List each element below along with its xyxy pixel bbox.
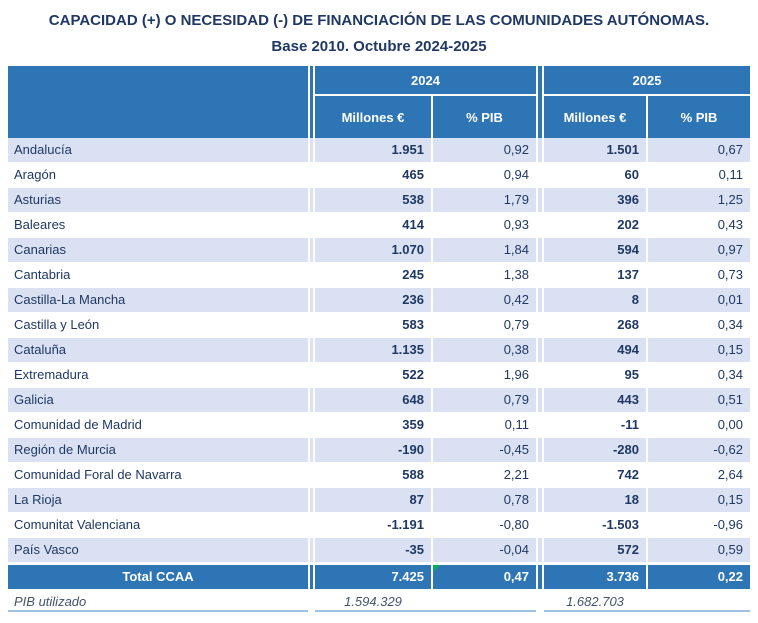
pib-utilizado-label: PIB utilizado xyxy=(8,591,308,612)
pib-2025-value: 0,43 xyxy=(646,213,750,237)
millones-2024-value: 87 xyxy=(409,492,424,507)
pib-2025-value: 0,73 xyxy=(646,263,750,287)
pib-2025-value: 0,34 xyxy=(646,363,750,387)
millones-2025-value: 8 xyxy=(631,292,639,307)
table-row xyxy=(8,413,750,438)
column-separator xyxy=(536,163,544,187)
millones-2024-value: 245 xyxy=(402,267,424,282)
column-separator xyxy=(308,213,315,237)
column-separator xyxy=(308,313,315,337)
column-separator xyxy=(536,213,544,237)
table-row xyxy=(8,388,750,413)
header-year-2024: 2024 xyxy=(315,66,536,96)
header-year-2025: 2025 xyxy=(544,66,750,96)
total-row xyxy=(8,563,750,591)
pib-2024-value: 0,93 xyxy=(431,213,536,237)
table-row xyxy=(8,188,750,213)
millones-2025-value: 268 xyxy=(617,317,639,332)
pib-2025-value: 0,34 xyxy=(646,313,750,337)
pib-2024-value: 0,78 xyxy=(431,488,536,512)
millones-2024-value: 538 xyxy=(402,192,424,207)
column-separator xyxy=(536,463,544,487)
column-separator xyxy=(308,66,315,138)
pib-utilizado-2025-spacer xyxy=(646,591,750,612)
region-name: Andalucía xyxy=(14,142,72,157)
table-row xyxy=(8,488,750,513)
region-name: Castilla y León xyxy=(14,317,100,332)
column-separator xyxy=(536,591,544,612)
region-name: Extremadura xyxy=(14,367,89,382)
total-pib-2024 xyxy=(431,565,536,589)
pib-2024-value: 1,79 xyxy=(431,188,536,212)
column-separator xyxy=(308,263,315,287)
pib-2025-value: 0,97 xyxy=(646,238,750,262)
millones-2024-value: 1.951 xyxy=(391,142,424,157)
pib-2025-value: 0,11 xyxy=(646,163,750,187)
column-separator xyxy=(308,438,315,462)
region-name: Comunitat Valenciana xyxy=(14,517,141,532)
table-row xyxy=(8,463,750,488)
pib-2024-value: 0,94 xyxy=(431,163,536,187)
table-row xyxy=(8,288,750,313)
millones-2025-value: 60 xyxy=(624,167,639,182)
pib-2024-value: 2,21 xyxy=(431,463,536,487)
column-separator xyxy=(308,565,315,589)
pib-2024-value: 0,42 xyxy=(431,288,536,312)
region-name: Comunidad Foral de Navarra xyxy=(14,467,182,482)
pib-2024-value: -0,45 xyxy=(431,438,536,462)
millones-2024-value: 522 xyxy=(402,367,424,382)
region-name: País Vasco xyxy=(14,542,79,557)
millones-2025-value: 396 xyxy=(617,192,639,207)
pib-utilizado-2024: 1.594.329 xyxy=(315,591,431,612)
table-row xyxy=(8,338,750,363)
column-separator xyxy=(308,513,315,537)
column-separator xyxy=(308,138,315,162)
table-row xyxy=(8,213,750,238)
region-name: Región de Murcia xyxy=(14,442,116,457)
column-separator xyxy=(308,338,315,362)
header-region-cell xyxy=(8,66,308,138)
total-pib-2025: 0,22 xyxy=(646,565,750,589)
column-separator xyxy=(308,288,315,312)
region-name: La Rioja xyxy=(14,492,62,507)
table-row xyxy=(8,263,750,288)
region-name: Galicia xyxy=(14,392,54,407)
column-separator xyxy=(536,288,544,312)
millones-2025-value: 202 xyxy=(617,217,639,232)
table-row xyxy=(8,313,750,338)
millones-2024-value: -35 xyxy=(405,542,424,557)
column-separator xyxy=(308,163,315,187)
column-separator xyxy=(536,413,544,437)
pib-2024-value: 1,38 xyxy=(431,263,536,287)
region-name: Cantabria xyxy=(14,267,71,282)
pib-utilizado-row xyxy=(8,591,750,612)
column-separator xyxy=(308,591,315,612)
region-name: Aragón xyxy=(14,167,56,182)
title-line-1: CAPACIDAD (+) O NECESIDAD (-) DE FINANCIACIÓN DE LAS COMUNIDADES AUTÓNOMAS. xyxy=(48,12,710,29)
millones-2025-value: 594 xyxy=(617,242,639,257)
column-separator xyxy=(308,463,315,487)
column-separator xyxy=(536,513,544,537)
column-separator xyxy=(536,565,544,589)
table-row xyxy=(8,363,750,388)
column-separator xyxy=(308,388,315,412)
millones-2025-value: -1.503 xyxy=(602,517,639,532)
title-line-2: Base 2010. Octubre 2024-2025 xyxy=(271,38,487,55)
region-name: Comunidad de Madrid xyxy=(14,417,142,432)
pib-2025-value: 0,00 xyxy=(646,413,750,437)
pib-2025-value: 0,01 xyxy=(646,288,750,312)
column-separator xyxy=(536,438,544,462)
pib-2024-value: 1,84 xyxy=(431,238,536,262)
table-row xyxy=(8,513,750,538)
pib-2024-value: -0,80 xyxy=(431,513,536,537)
table-header xyxy=(8,66,750,138)
region-name: Canarias xyxy=(14,242,67,257)
column-separator xyxy=(536,138,544,162)
total-millones-2025: 3.736 xyxy=(606,569,639,584)
pib-2024-value: 0,79 xyxy=(431,388,536,412)
region-name: Cataluña xyxy=(14,342,67,357)
millones-2024-value: 465 xyxy=(402,167,424,182)
green-flag-icon xyxy=(433,565,440,572)
millones-2025-value: 137 xyxy=(617,267,639,282)
column-separator xyxy=(308,188,315,212)
page-title xyxy=(0,8,758,60)
header-millones-2025: Millones € xyxy=(544,96,646,138)
column-separator xyxy=(536,238,544,262)
total-pib-2024-value: 0,47 xyxy=(503,569,529,584)
column-separator xyxy=(536,188,544,212)
column-separator xyxy=(308,538,315,562)
pib-utilizado-2024-spacer xyxy=(431,591,536,612)
column-separator xyxy=(536,388,544,412)
millones-2024-value: 236 xyxy=(402,292,424,307)
column-separator xyxy=(536,313,544,337)
millones-2024-value: -190 xyxy=(397,442,424,457)
millones-2025-value: 572 xyxy=(617,542,639,557)
total-label: Total CCAA xyxy=(122,569,194,584)
pib-2025-value: 2,64 xyxy=(646,463,750,487)
millones-2024-value: 588 xyxy=(402,467,424,482)
millones-2024-value: 1.070 xyxy=(391,242,424,257)
header-pib-2024: % PIB xyxy=(431,96,536,138)
header-millones-2024: Millones € xyxy=(315,96,431,138)
pib-2025-value: 0,67 xyxy=(646,138,750,162)
table-row xyxy=(8,138,750,163)
pib-2024-value: 0,92 xyxy=(431,138,536,162)
region-name: Asturias xyxy=(14,192,61,207)
millones-2024-value: 359 xyxy=(402,417,424,432)
header-pib-2025: % PIB xyxy=(646,96,750,138)
pib-2025-value: 0,15 xyxy=(646,488,750,512)
millones-2025-value: 742 xyxy=(617,467,639,482)
pib-2025-value: 1,25 xyxy=(646,188,750,212)
table-row xyxy=(8,238,750,263)
pib-2025-value: 0,59 xyxy=(646,538,750,562)
column-separator xyxy=(536,263,544,287)
millones-2025-value: 1.501 xyxy=(606,142,639,157)
millones-2024-value: 583 xyxy=(402,317,424,332)
column-separator xyxy=(308,363,315,387)
table-row xyxy=(8,163,750,188)
column-separator xyxy=(308,238,315,262)
millones-2025-value: -11 xyxy=(620,417,639,432)
millones-2025-value: 443 xyxy=(617,392,639,407)
millones-2024-value: 648 xyxy=(402,392,424,407)
table-row xyxy=(8,538,750,563)
pib-2024-value: 0,79 xyxy=(431,313,536,337)
column-separator xyxy=(308,488,315,512)
table-row xyxy=(8,438,750,463)
millones-2024-value: 1.135 xyxy=(391,342,424,357)
column-separator xyxy=(536,66,544,138)
pib-2024-value: -0,04 xyxy=(431,538,536,562)
millones-2024-value: 414 xyxy=(402,217,424,232)
millones-2024-value: -1.191 xyxy=(387,517,424,532)
pib-2025-value: 0,51 xyxy=(646,388,750,412)
region-name: Baleares xyxy=(14,217,66,232)
total-millones-2024: 7.425 xyxy=(391,569,424,584)
pib-2024-value: 0,11 xyxy=(431,413,536,437)
millones-2025-value: 18 xyxy=(624,492,639,507)
region-name: Castilla-La Mancha xyxy=(14,292,126,307)
financing-table xyxy=(8,66,750,612)
pib-2025-value: -0,62 xyxy=(646,438,750,462)
pib-utilizado-2025: 1.682.703 xyxy=(544,591,646,612)
column-separator xyxy=(536,538,544,562)
pib-2025-value: 0,15 xyxy=(646,338,750,362)
millones-2025-value: -280 xyxy=(612,442,639,457)
pib-2024-value: 0,38 xyxy=(431,338,536,362)
column-separator xyxy=(536,363,544,387)
millones-2025-value: 494 xyxy=(617,342,639,357)
column-separator xyxy=(536,488,544,512)
column-separator xyxy=(308,413,315,437)
column-separator xyxy=(536,338,544,362)
pib-2025-value: -0,96 xyxy=(646,513,750,537)
pib-2024-value: 1,96 xyxy=(431,363,536,387)
millones-2025-value: 95 xyxy=(624,367,639,382)
